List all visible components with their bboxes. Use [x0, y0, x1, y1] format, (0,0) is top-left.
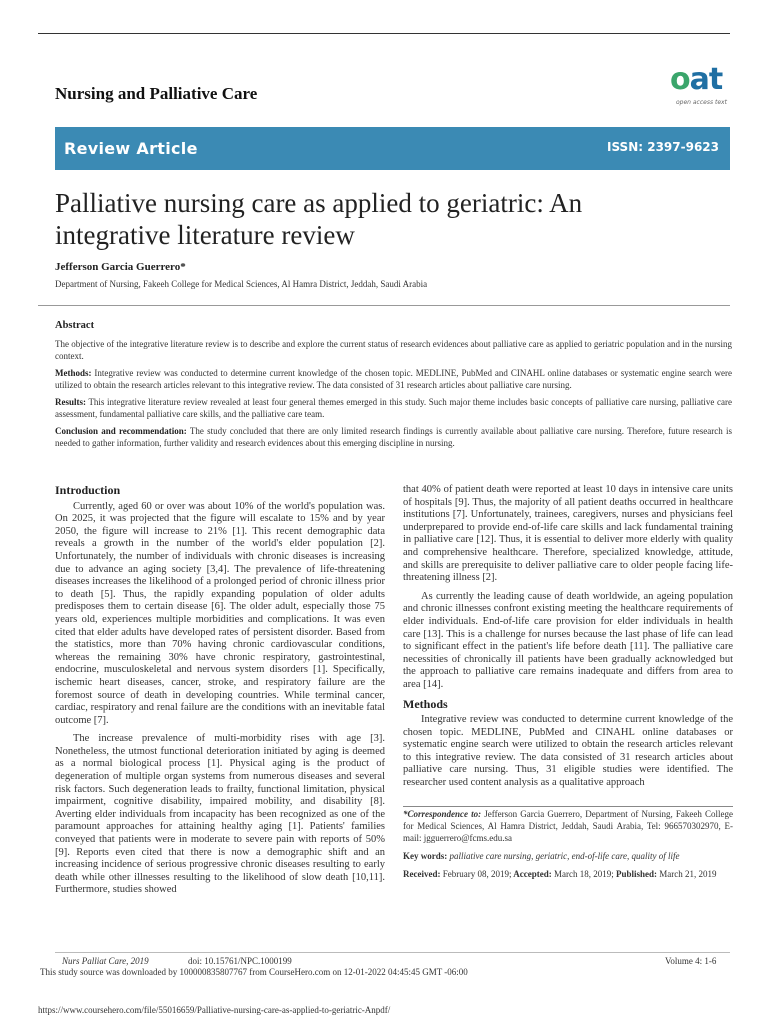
oat-logo [670, 62, 732, 110]
introduction-paragraph-4: As currently the leading cause of death worldwide, an ageing population and chronic illnesses confront existing meeting the healthcare requirements of elder individuals. End-of-life care provision for elder individuals in health care [13]. This is a challenge for nurses because the last phase of life can lead to significant effect in the patient's life before death [11]. The palliative care necessities of chronically ill patients have been gradually acknowledged but the approach to palliative care remains inadequate and differs from area to area [14]. [403, 590, 733, 690]
author-affiliation: Department of Nursing, Fakeeh College for Medical Sciences, Al Hamra District, Jeddah, Saudi Arabia [55, 279, 428, 289]
abstract-methods-label: Methods: [55, 368, 92, 378]
introduction-paragraph-1: Currently, aged 60 or over was about 10% of the world's population was. On 2025, it was projected that the figure will escalate to 15% and by year 2050, the figure will increase to 21% [1]. This recent demographic data reveals a growth in the number of the world's elder population [2]. Unfortunately, the number of individuals with chronic diseases is increasing due to advance an aging society [3,4]. The prevalence of life-threatening diseases increases the likelihood of a prolonged period of chronic illness prior to death [5]. Thus, the rapidly expanding population of older adults predisposes them to certain disease [6]. The older adult, especially those 75 years old, experiences multiple morbidities and complications. It was even cited that elder adults have developed rates of persistent disorder. Based from the statistics, more than 70% having chronic cardiovascular conditions, whereas the remaining 30% have chronic respiratory, gastrointestinal, endocrine, musculoskeletal and nervous system disorders [1]. Specifically, ischemic heart diseases, cancer, stroke, and respiratory failure are the foremost source of death in developing countries. While terminal cancer, cardiac, respiratory and renal failure are the conditions with an inevitable fatal outcome [7]. [55, 500, 385, 726]
abstract-methods-text: Integrative review was conducted to determine current knowledge of the chosen topic. MEDLINE, PubMed and CINAHL online databases or systematic engine search were utilized to obtain the research articles relevant to this integrative review. The data consisted of 31 research articles about palliative care nursing. [55, 368, 732, 390]
abstract-conclusion-text: The study concluded that there are only limited research findings is currently available about palliative care nursing. Therefore, future research is needed to gather information, further validity and research evidences about this emerging discipline in nursing. [55, 426, 732, 448]
correspondence-text [403, 808, 733, 844]
issn-label: ISSN: 2397-9623 [606, 140, 719, 154]
right-column [403, 484, 733, 796]
correspondence-label: *Correspondence to: [403, 809, 482, 819]
abstract-results [55, 396, 732, 420]
abstract-methods [55, 367, 732, 391]
logo-letters: at [689, 62, 723, 97]
abstract-conclusion-label: Conclusion and recommendation: [55, 426, 187, 436]
article-type-label: Review Article [64, 139, 198, 158]
introduction-paragraph-3: that 40% of patient death were reported at least 10 days in intensive care units of hospitals [9]. Thus, the majority of all patient deaths occurred in healthcare institutions [7]. Unfortunately, trainees, caregivers, nurses and physicians feel underprepared to provide end-of-life care skills and lack fundamental training in palliative care [12]. Thus, it is essential to deliver more elderly with quality and comprehensive healthcare. Therefore, specialized knowledge, attitude, and skills are prerequisite to deliver palliative care to older people facing life-threatening illness [2]. [403, 484, 733, 584]
methods-heading: Methods [403, 696, 448, 711]
footer-doi: doi: 10.15761/NPC.1000199 [188, 956, 292, 966]
footer-citation: Nurs Palliat Care, 2019 [62, 956, 149, 966]
abstract-section [55, 320, 732, 454]
introduction-paragraph-2: The increase prevalence of multi-morbidity rises with age [3]. Nonetheless, the utmost functional deterioration initiated by aging is deemed as a normal biological process [1]. Physical aging is the product of degeneration of multiple organ systems from numerous diseases and several risk factors. Such degeneration leads to frailty, functional limitation, physical impairment, cognitive disability, impaired mobility, and disability [8]. Averting elder individuals from incapacity has been recognized as one of the paramount approaches for attaining healthy aging [1]. Patients' families conveyed that patients were in moderate to severe pain with reports of 50% [9]. Reports even cited that there is now a demographic shift and an increasing incidence of serious progressive chronic diseases resulting to early death while other illnesses resulting to the likelihood of slow death [10,11]. Furthermore, studies showed [55, 733, 385, 896]
abstract-heading: Abstract [55, 320, 95, 331]
journal-name: Nursing and Palliative Care [55, 84, 258, 103]
correspondence-box [403, 808, 733, 886]
download-notice: This study source was downloaded by 100000835807767 from CourseHero.com on 12-01-2022 04:45:45 GMT -06:00 [40, 967, 468, 977]
top-rule [38, 33, 730, 34]
keywords [403, 850, 733, 862]
correspondence-divider [403, 806, 733, 807]
article-type-banner [55, 127, 730, 170]
abstract-results-text: This integrative literature review revealed at least four general themes emerged in this study. Such major theme includes basic concepts of palliative care nursing, palliative care assessment, fundamental palliative care skills, and the palliative care team. [55, 397, 732, 419]
footer-volume: Volume 4: 1-6 [665, 956, 717, 966]
published-date: March 21, 2019 [657, 869, 717, 879]
introduction-heading: Introduction [55, 483, 121, 497]
accepted-date: March 18, 2019; [551, 869, 614, 879]
logo-tagline: open access text [676, 99, 727, 106]
author-name: Jefferson Garcia Guerrero* [55, 261, 186, 273]
published-label: Published: [613, 869, 657, 879]
left-column [55, 484, 385, 903]
dates [403, 868, 733, 880]
logo-letter-o: o [670, 62, 690, 97]
accepted-label: Accepted: [511, 869, 552, 879]
methods-paragraph: Integrative review was conducted to determine current knowledge of the chosen topic. MEDLINE, PubMed and CINAHL online databases or systematic engine search were utilized to obtain the research articles relevant to this integrative review. The data consisted of 31 research articles about palliative care nursing. Thus, 31 eligible studies were identified. The researcher used content analysis as a qualitative approach [403, 714, 733, 789]
abstract-results-label: Results: [55, 397, 86, 407]
abstract-conclusion [55, 425, 732, 449]
received-date: February 08, 2019; [440, 869, 512, 879]
correspondence-details: Jefferson Garcia Guerrero, Department of Nursing, Fakeeh College for Medical Sciences, Al Hamra District, Jeddah, Saudi Arabia, Tel: 966570302970, E-mail: jgguerrero@fcms.edu.sa [403, 809, 733, 843]
article-title: Palliative nursing care as applied to geriatric: An integrative literature review [55, 188, 583, 250]
abstract-divider [38, 305, 730, 306]
received-label: Received: [403, 869, 441, 879]
abstract-objective: The objective of the integrative literature review is to describe and explore the current status of research evidences about palliative care as applied to geriatric population and in the nursing context. [55, 339, 732, 361]
footer-divider [55, 952, 730, 953]
logo-wordmark [670, 62, 722, 97]
source-url[interactable]: https://www.coursehero.com/file/55016659/Palliative-nursing-care-as-applied-to-geriatric-Anpdf/ [38, 1005, 391, 1015]
keywords-label: Key words: [403, 851, 448, 861]
keywords-text: palliative care nursing, geriatric, end-of-life care, quality of life [447, 851, 680, 861]
